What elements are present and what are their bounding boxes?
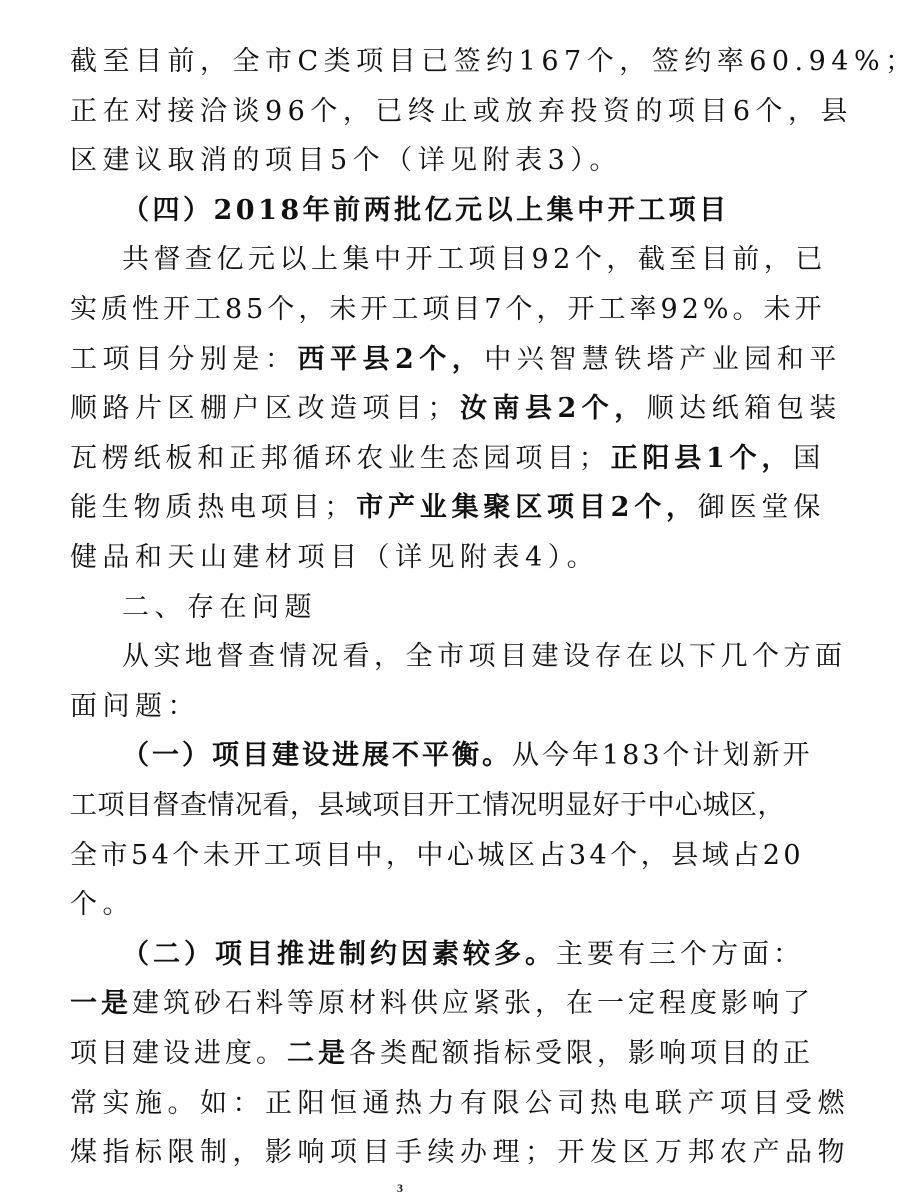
section-heading	[122, 191, 792, 231]
bold-span: 一是	[70, 988, 132, 1019]
text-span: 共督查亿元以上集中开工项目92个，截至目前，已	[122, 244, 827, 275]
text-line	[122, 935, 804, 975]
bold-span: 汝南县2个，	[460, 393, 647, 424]
text-span: 面问题：	[70, 691, 200, 722]
text-span: 实质性开工85个，未开工项目7个，开工率92%。未开	[70, 294, 826, 325]
text-line	[70, 92, 854, 132]
text-line	[70, 885, 740, 925]
text-line	[70, 836, 805, 876]
text-line	[70, 439, 826, 479]
text-line	[122, 240, 827, 280]
text-span: 瓦楞纸板和正邦循环农业生态园项目；	[70, 443, 611, 474]
text-line	[70, 1034, 814, 1074]
text-line-overflow	[70, 1084, 850, 1124]
text-line-overflow	[70, 1133, 850, 1173]
text-span: 建筑砂石料等原材料供应紧张，在一定程度影响了	[132, 988, 814, 1019]
text-span: 区建议取消的项目5个（详见附表3）。	[70, 145, 622, 176]
text-span: 从今年183个计划新开	[512, 740, 813, 771]
text-line	[70, 786, 785, 826]
bold-span: 市产业集聚区项目2个，	[356, 492, 698, 523]
page-number: 3	[397, 1181, 403, 1195]
text-line	[70, 687, 740, 727]
bold-span: 正阳县1个，	[610, 443, 794, 474]
text-line	[122, 736, 813, 776]
text-span: 常实施。如：正阳恒通热力有限公司热电联产项目受燃	[70, 1088, 850, 1119]
text-span: 国	[793, 443, 826, 474]
text-line	[122, 637, 847, 677]
text-span: 顺路片区棚户区改造项目；	[70, 393, 460, 424]
text-span: 健品和天山建材项目（详见附表4）。	[70, 542, 600, 573]
text-line	[70, 42, 918, 82]
text-span: 工项目分别是：	[70, 344, 298, 375]
text-span: 煤指标限制，影响项目手续办理；开发区万邦农产品物	[70, 1137, 850, 1168]
text-span: 正在对接洽谈96个，已终止或放弃投资的项目6个，县	[70, 96, 854, 127]
text-line	[70, 290, 826, 330]
text-line	[70, 538, 740, 578]
text-span: 能生物质热电项目；	[70, 492, 357, 523]
text-span: 中兴智慧铁塔产业园和平	[484, 344, 842, 375]
text-span: 二、存在问题	[122, 592, 317, 623]
text-span: 各类配额指标受限，影响项目的正	[349, 1038, 814, 1069]
text-span: 从实地督查情况看，全市项目建设存在以下几个方面	[122, 641, 847, 672]
section-heading	[122, 588, 792, 628]
text-line	[70, 141, 740, 181]
text-span: 项目建设进度。	[70, 1038, 287, 1069]
text-line	[70, 340, 842, 380]
text-span: 顺达纸箱包装	[646, 393, 842, 424]
text-span: 御医堂保	[697, 492, 825, 523]
text-line	[70, 984, 814, 1024]
text-line	[70, 389, 842, 429]
text-span: 截至目前，全市C类项目已签约167个，签约率60.94%；	[70, 46, 918, 77]
bold-span: 二是	[287, 1038, 349, 1069]
text-span: 主要有三个方面：	[556, 939, 804, 970]
bold-span: 西平县2个，	[297, 344, 485, 375]
text-span: （四）2018年前两批亿元以上集中开工项目	[122, 195, 730, 226]
bold-span: （一）项目建设进展不平衡。	[122, 740, 512, 771]
text-line	[70, 488, 825, 528]
text-span: 全市54个未开工项目中，中心城区占34个，县域占20	[70, 840, 805, 871]
text-span: 工项目督查情况看，县域项目开工情况明显好于中心城区，	[70, 790, 785, 821]
bold-span: （二）项目推进制约因素较多。	[122, 939, 556, 970]
text-span: 个。	[70, 889, 135, 920]
